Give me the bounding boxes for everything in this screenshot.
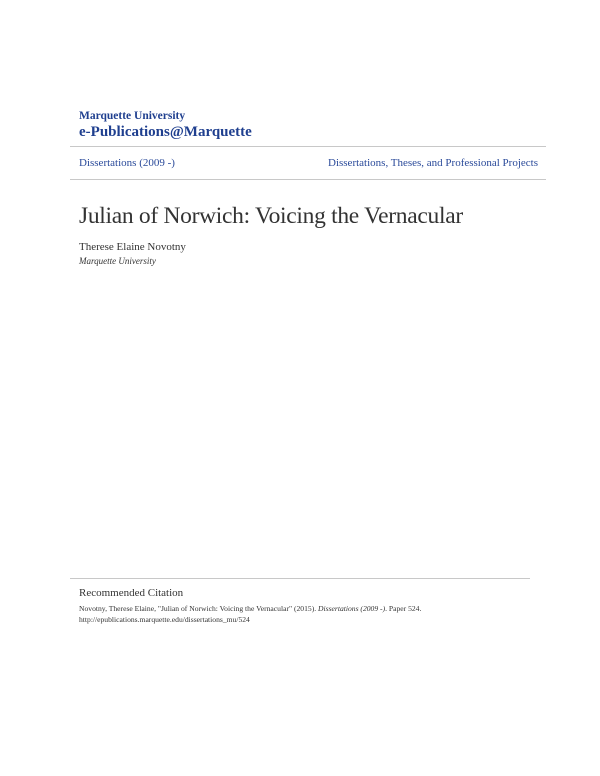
repository-name[interactable]: e-Publications@Marquette xyxy=(79,124,252,140)
citation-paper: . Paper 524. xyxy=(385,604,422,613)
citation-series: Dissertations (2009 -) xyxy=(318,604,386,613)
citation-url[interactable]: http://epublications.marquette.edu/dissertations_mu/524 xyxy=(79,615,250,624)
author-affiliation: Marquette University xyxy=(79,256,156,266)
document-title: Julian of Norwich: Voicing the Vernacular xyxy=(79,203,463,229)
collection-link-theses-projects[interactable]: Dissertations, Theses, and Professional Projects xyxy=(328,157,538,169)
university-name: Marquette University xyxy=(79,110,186,122)
citation-divider xyxy=(70,578,530,579)
author-name: Therese Elaine Novotny xyxy=(79,241,186,253)
repository-brand xyxy=(79,110,252,141)
recommended-citation-heading: Recommended Citation xyxy=(79,587,184,599)
citation-block xyxy=(79,603,539,625)
collection-link-dissertations[interactable]: Dissertations (2009 -) xyxy=(79,157,175,169)
citation-text: Novotny, Therese Elaine, "Julian of Norwich: Voicing the Vernacular" (2015). xyxy=(79,604,319,613)
header-bottom-divider xyxy=(70,179,546,180)
header-top-divider xyxy=(70,146,546,147)
